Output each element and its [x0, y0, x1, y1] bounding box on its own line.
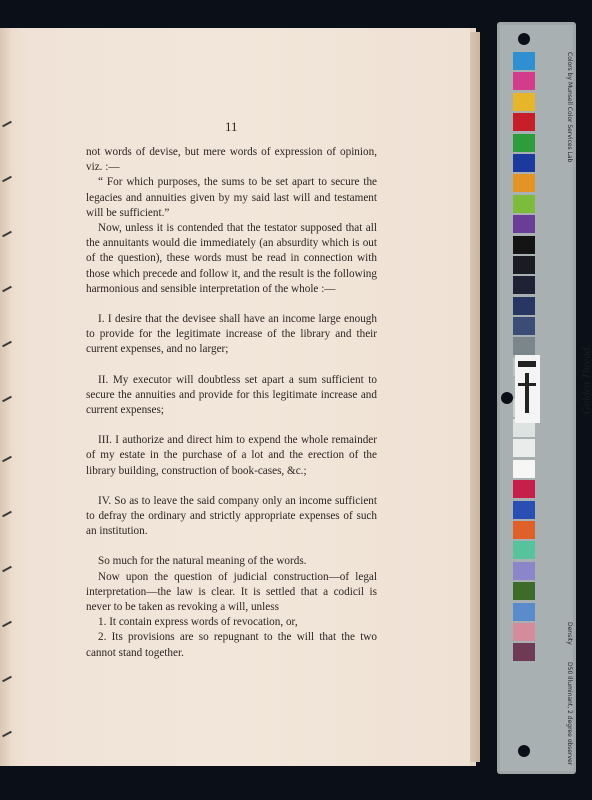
bar-bottom-text: D50 Illuminant, 2 degree observer: [566, 662, 573, 766]
color-swatch: [513, 521, 535, 539]
target-block: [518, 361, 536, 367]
paragraph: II. My executor will doubtless set apart a sum sufficient to secure the annuities and provide for this legitimate increase and current expenses;: [86, 373, 377, 417]
color-swatch: [513, 439, 535, 457]
color-swatch: [513, 256, 535, 274]
document-page: [0, 28, 470, 766]
bar-hole: [518, 33, 530, 45]
color-swatch: [513, 236, 535, 254]
color-swatch: [513, 195, 535, 213]
paragraph: Now, unless it is contended that the testator supposed that all the annuitants would die immediately (an absurdity which is out of the question), these words must be read in connection with those which precede and follow it, and the result is the following harmonious and sensible interpretation of the whole :—: [86, 222, 377, 295]
target-block: [525, 373, 529, 413]
color-swatch: [513, 480, 535, 498]
color-swatch: [513, 276, 535, 294]
color-swatch: [513, 337, 535, 355]
bar-side-text: Colors by Munsell Color Services Lab: [566, 52, 573, 163]
color-swatch: [513, 297, 535, 315]
bar-hole: [518, 745, 530, 757]
color-swatch: [513, 582, 535, 600]
paragraph: IV. So as to leave the said company only an income sufficient to defray the ordinary and strictly appropriate expenses of such an institution.: [86, 494, 377, 538]
color-swatch: [513, 93, 535, 111]
color-swatch: [513, 603, 535, 621]
paragraph: Now upon the question of judicial construction—of legal interpretation—the law is clear. It is settled that a codicil is never to be taken as revoking a will, unless: [86, 570, 377, 614]
paragraph: III. I authorize and direct him to expend the whole remainder of my estate in the purchase of a lot and the erection of the library building, construction of book-cases, &c.;: [86, 434, 377, 477]
paragraph: “ For which purposes, the sums to be set apart to secure the legacies and annuities given by my said last will and testament will be sufficient.”: [86, 176, 377, 219]
color-swatch: [513, 154, 535, 172]
color-swatch: [513, 317, 535, 335]
color-swatch: [513, 215, 535, 233]
golden-thread-label: Golden Thread: [580, 347, 592, 415]
color-swatch: [513, 134, 535, 152]
color-swatch: [513, 174, 535, 192]
paragraph: not words of devise, but mere words of expression of opinion, viz. :—: [86, 146, 377, 174]
color-swatch: [513, 501, 535, 519]
color-swatch: [513, 562, 535, 580]
target-block: [518, 383, 536, 386]
page-body: [86, 145, 377, 661]
bar-hole: [501, 392, 513, 404]
color-swatch: [513, 72, 535, 90]
paragraph: 2. Its provisions are so repugnant to the will that the two cannot stand together.: [86, 631, 377, 659]
bar-density-label: Density: [566, 622, 573, 645]
color-swatch: [513, 52, 535, 70]
paragraph: I. I desire that the devisee shall have an income large enough to provide for the legitimate increase of the library and their current expenses, and no larger;: [86, 313, 377, 356]
color-swatch: [513, 460, 535, 478]
registration-target: [515, 355, 540, 423]
color-swatch: [513, 643, 535, 661]
paragraph: So much for the natural meaning of the words.: [98, 555, 307, 568]
color-swatch: [513, 541, 535, 559]
color-swatch: [513, 623, 535, 641]
page-number: 11: [225, 119, 238, 134]
paragraph: 1. It contain express words of revocation, or,: [98, 616, 298, 629]
color-swatch: [513, 113, 535, 131]
